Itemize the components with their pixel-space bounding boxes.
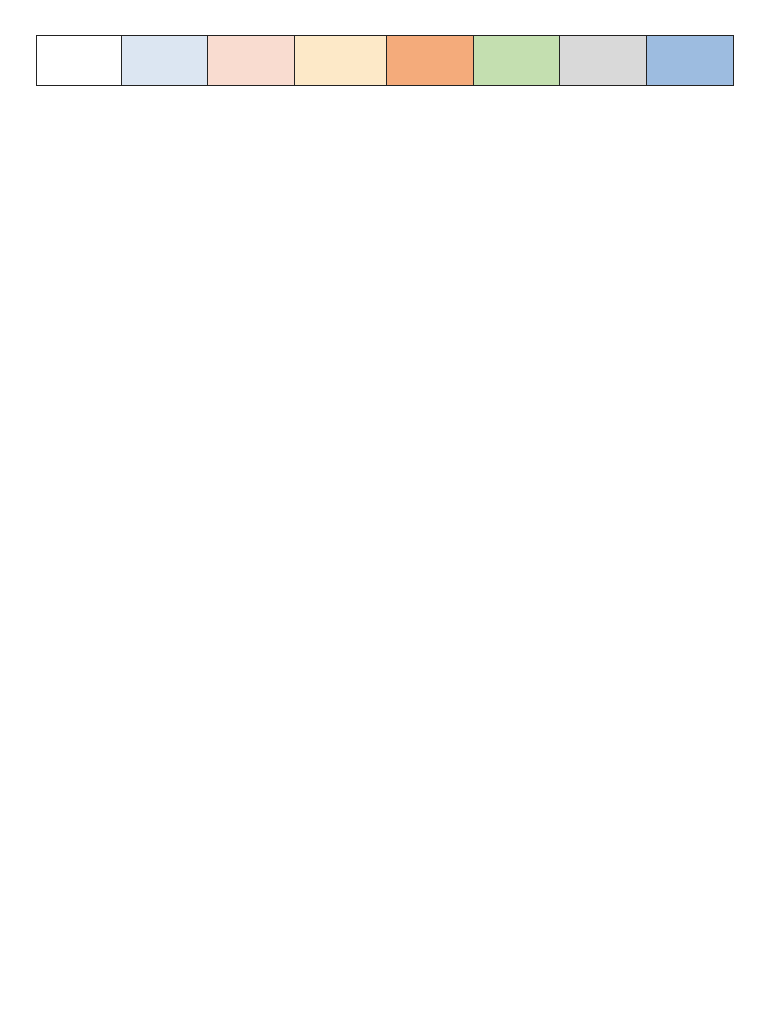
header-geography <box>560 36 647 86</box>
header-world <box>647 36 734 86</box>
header-politics <box>208 36 295 86</box>
timeline-table-1940s-1950s <box>36 35 734 86</box>
header-identity <box>122 36 208 86</box>
header-date <box>37 36 122 86</box>
header-work <box>295 36 387 86</box>
header-culture <box>387 36 474 86</box>
header-migration <box>474 36 560 86</box>
